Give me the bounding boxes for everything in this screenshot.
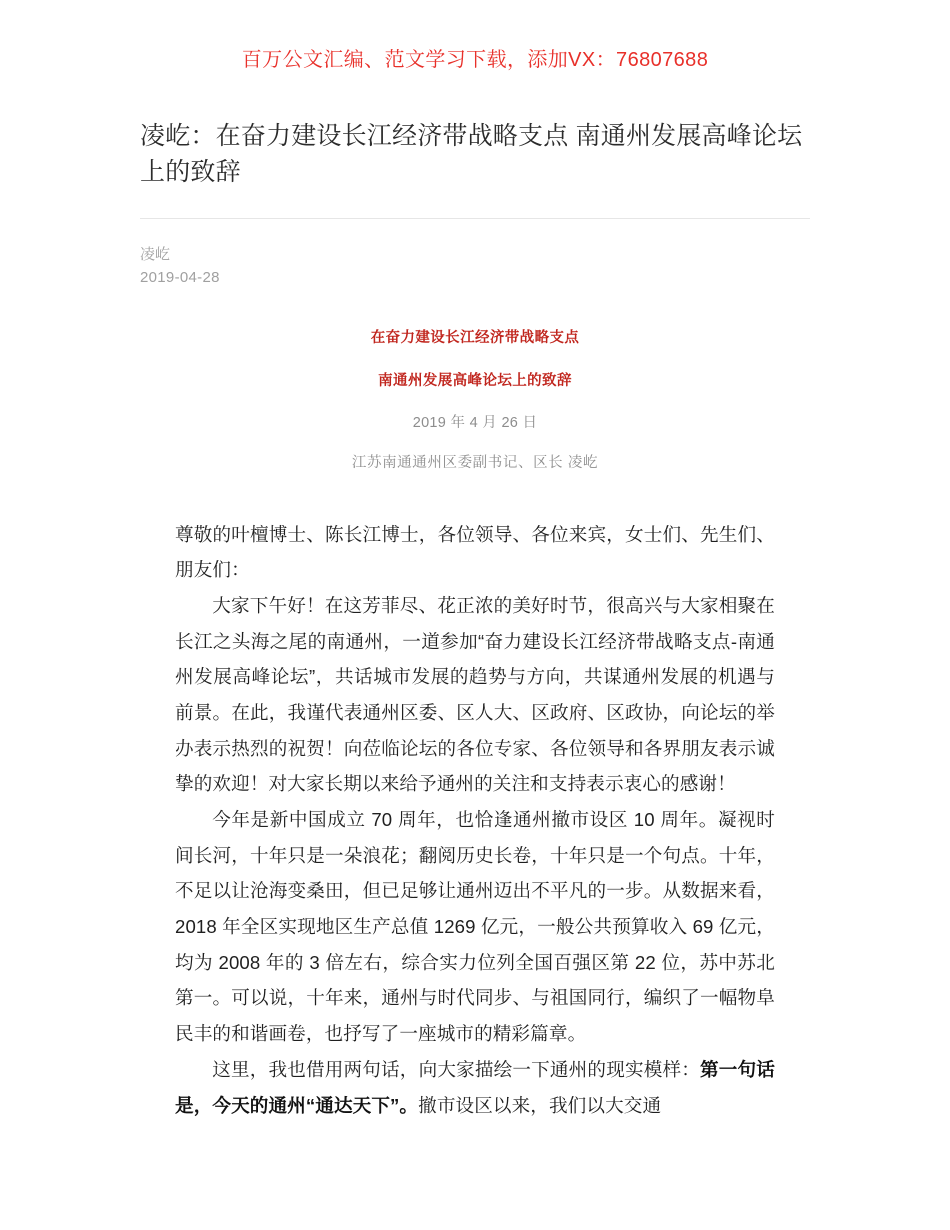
title-divider bbox=[140, 218, 810, 219]
paragraph-two-sentences-prefix: 这里，我也借用两句话，向大家描绘一下通州的现实模样： bbox=[212, 1058, 701, 1080]
byline-author: 凌屹 bbox=[140, 246, 171, 263]
speech-heading-line-2: 南通州发展高峰论坛上的致辞 bbox=[378, 373, 572, 390]
byline-date: 2019-04-28 bbox=[140, 269, 220, 287]
paragraph-salutation: 尊敬的叶檀博士、陈长江博士，各位领导、各位来宾，女士们、先生们、朋友们： bbox=[175, 523, 775, 581]
speech-paragraphs bbox=[175, 475, 775, 1124]
paragraph-two-sentences-bold: 第一句话是，今天的通州“通达天下”。 bbox=[175, 1058, 775, 1116]
promo-banner bbox=[0, 0, 950, 72]
speech-heading-block bbox=[175, 328, 775, 475]
document-body bbox=[175, 290, 775, 1124]
paragraph-anniversary-stats: 今年是新中国成立 70 周年，也恰逢通州撤市设区 10 周年。凝视时间长河，十年只是一朵浪花；翻阅历史长卷，十年只是一个句点。十年，不足以让沧海变桑田，但已足够让通州迈出不平凡的一步。从数据来看，2018 年全区实现地区生产总值 1269 亿元，一般公共预算收入 69 亿元，均为 2008 年的 3 倍左右，综合实力位列全国百强区第 22 位，苏中苏北第一。可以说，十年来，通州与时代同步、与祖国同行，编织了一幅物阜民丰的和谐画卷，也抒写了一座城市的精彩篇章。 bbox=[175, 809, 775, 1045]
speaker-affiliation: 江苏南通通州区委副书记、区长 凌屹 bbox=[351, 454, 599, 471]
paragraph-two-sentences-suffix: 撤市设区以来，我们以大交通 bbox=[418, 1094, 662, 1116]
article-header bbox=[140, 72, 810, 290]
speech-heading-line-1: 在奋力建设长江经济带战略支点 bbox=[370, 329, 580, 346]
byline bbox=[140, 227, 810, 290]
page-title: 凌屹：在奋力建设长江经济带战略支点 南通州发展高峰论坛上的致辞 bbox=[140, 122, 803, 186]
promo-banner-text: 百万公文汇编、范文学习下载，添加VX：76807688 bbox=[241, 49, 709, 71]
paragraph-two-sentences bbox=[175, 1052, 775, 1123]
speech-date: 2019 年 4 月 26 日 bbox=[412, 415, 538, 431]
paragraph-greeting: 大家下午好！在这芳菲尽、花正浓的美好时节，很高兴与大家相聚在长江之头海之尾的南通州，一道参加“奋力建设长江经济带战略支点-南通州发展高峰论坛”，共话城市发展的趋势与方向，共谋通州发展的机遇与前景。在此，我谨代表通州区委、区人大、区政府、区政协，向论坛的举办表示热烈的祝贺！向莅临论坛的各位专家、各位领导和各界朋友表示诚挚的欢迎！对大家长期以来给予通州的关注和支持表示衷心的感谢！ bbox=[175, 594, 775, 795]
